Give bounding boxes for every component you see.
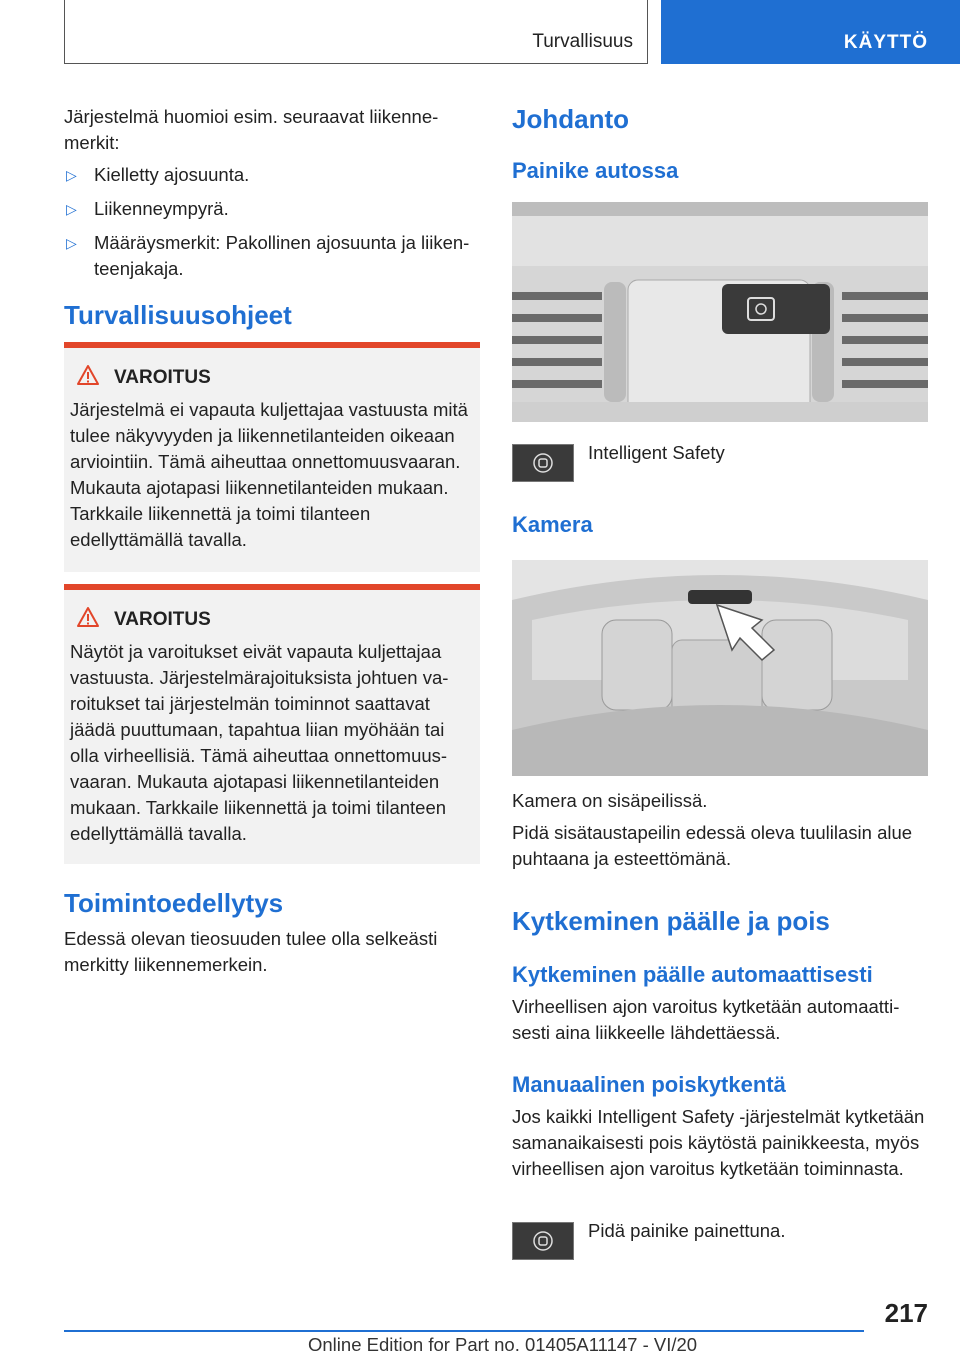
camera-text-2: Pidä sisätaustapeilin edessä oleva tuulilasin alue puhtaana ja esteettömänä. — [512, 822, 913, 869]
list-item: ▷ Kielletty ajosuunta. — [64, 162, 480, 188]
auto-text: Virheellisen ajon varoitus kytketään automaattisesti aina liikkeelle lähdettäessä. — [512, 996, 900, 1043]
press-row — [512, 1222, 928, 1260]
warning-bar — [64, 584, 480, 590]
warning-box — [64, 342, 480, 572]
warning-text: Järjestelmä ei vapauta kuljettajaa vastuusta mitä tulee näkyvyyden ja liikennetilanteiden oikeaan arviointiin. Tämä aiheuttaa onnettomuusvaaran. Mukauta ajotapasi liikennetilanteiden mukaan. Tarkkaile liikennettä ja toimi tilanteen edellyttämällä tavalla. — [70, 399, 468, 550]
intelligent-safety-button[interactable] — [512, 1222, 574, 1260]
warning-triangle-icon — [76, 364, 100, 391]
intelligent-safety-icon — [532, 1230, 554, 1252]
left-intro-block — [64, 104, 480, 156]
warning-text: Näytöt ja varoitukset eivät vapauta kuljettajaa vastuusta. Järjestelmärajoituksista johtuen varoitukset tai järjestelmän toiminnot saattavat jäädä puuttumaan, tapahtua liian myöhään tai olla virheellisiä. Tämä aiheuttaa onnettomuusvaaran. Mukauta ajotapasi liikennetilanteiden mukaan. Tarkkaile liikennettä ja toimi tilanteen edellyttämällä tavalla. — [70, 641, 449, 844]
camera-heading: Kamera — [512, 512, 593, 537]
sign-list — [64, 162, 480, 282]
warning-bar — [64, 342, 480, 348]
requirements-text: Edessä olevan tieosuuden tulee olla selkeästi merkitty liikennemerkein. — [64, 928, 438, 975]
button-label-row — [512, 444, 928, 482]
header-chapter-box — [661, 0, 960, 64]
auto-heading: Kytkeminen päälle automaattisesti — [512, 962, 873, 987]
intro-heading: Johdanto — [512, 104, 629, 134]
camera-text-1: Kamera on sisäpeilissä. — [512, 790, 708, 811]
header-section-title: Turvallisuus — [532, 31, 633, 52]
intro-text: Järjestelmä huomioi esim. seuraavat liikennemerkit: — [64, 106, 439, 153]
edition-text: Online Edition for Part no. 01405A11147 - VI/20 — [308, 1334, 698, 1355]
intelligent-safety-icon — [532, 452, 554, 474]
triangle-bullet-icon: ▷ — [66, 167, 77, 183]
warning-triangle-icon — [76, 606, 100, 633]
list-item: ▷ Määräysmerkit: Pakollinen ajosuunta ja liikenteenjakaja. — [66, 232, 470, 279]
camera-illustration — [512, 560, 928, 776]
onoff-heading: Kytkeminen päälle ja pois — [512, 906, 830, 936]
manual-heading: Manuaalinen poiskytkentä — [512, 1072, 786, 1097]
intelligent-safety-button[interactable] — [512, 444, 574, 482]
button-heading: Painike autossa — [512, 158, 679, 183]
list-item: ▷ Liikenneympyrä. — [64, 196, 480, 222]
safety-heading: Turvallisuusohjeet — [64, 300, 292, 330]
press-text: Pidä painike painettuna. — [588, 1220, 786, 1241]
warning-title: VAROITUS — [114, 608, 211, 630]
manual-text: Jos kaikki Intelligent Safety -järjestelmät kytketään samanaikaisesti pois käytöstä painikkeesta, myös virheellisen ajon varoitus kytketään toiminnasta. — [512, 1106, 925, 1179]
requirements-heading: Toimintoedellytys — [64, 888, 284, 918]
triangle-bullet-icon: ▷ — [66, 235, 77, 251]
header-chapter-title: KÄYTTÖ — [843, 32, 928, 53]
dashboard-button-illustration — [512, 202, 928, 422]
footer-divider — [64, 1330, 864, 1332]
header-section-box — [64, 0, 648, 64]
triangle-bullet-icon: ▷ — [66, 201, 77, 217]
warning-box — [64, 584, 480, 864]
warning-title: VAROITUS — [114, 366, 211, 388]
button-label: Intelligent Safety — [588, 442, 725, 463]
page-number: 217 — [884, 1298, 928, 1328]
